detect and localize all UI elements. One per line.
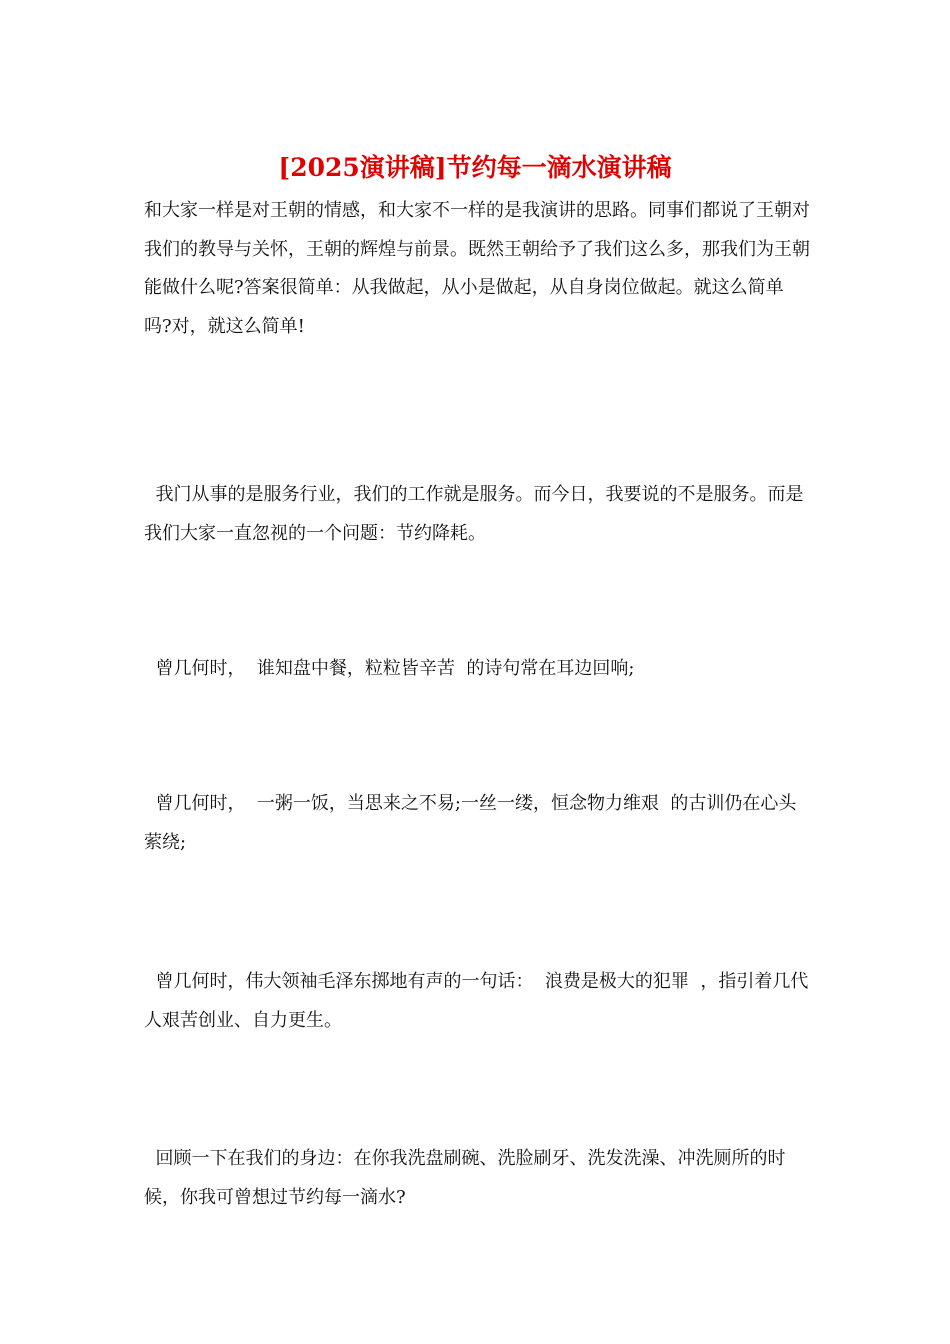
paragraph-6: 回顾一下在我们的身边：在你我洗盘刷碗、洗脸刷牙、洗发洗澡、冲洗厕所的时候，你我可曾想过节约每一滴水? [144,1148,786,1208]
paragraph-3: 曾几何时， 谁知盘中餐，粒粒皆辛苦 的诗句常在耳边回响; [144,658,635,679]
paragraph-2: 我门从事的是服务行业，我们的工作就是服务。而今日，我要说的不是服务。而是我们大家一直忽视的一个问题：节约降耗。 [144,484,804,544]
document-title: [2025演讲稿]节约每一滴水演讲稿 [278,153,672,182]
paragraph-1: 和大家一样是对王朝的情感，和大家不一样的是我演讲的思路。同事们都说了王朝对我们的教导与关怀，王朝的辉煌与前景。既然王朝给予了我们这么多，那我们为王朝能做什么呢?答案很简单：从我做起，从小是做起，从自身岗位做起。就这么简单吗?对，就这么简单! [144,200,810,337]
paragraph-4: 曾几何时， 一粥一饭，当思来之不易;一丝一缕，恒念物力维艰 的古训仍在心头萦绕; [144,793,797,853]
paragraph-5: 曾几何时，伟大领袖毛泽东掷地有声的一句话： 浪费是极大的犯罪 ，指引着几代人艰苦创业、自力更生。 [144,971,809,1031]
